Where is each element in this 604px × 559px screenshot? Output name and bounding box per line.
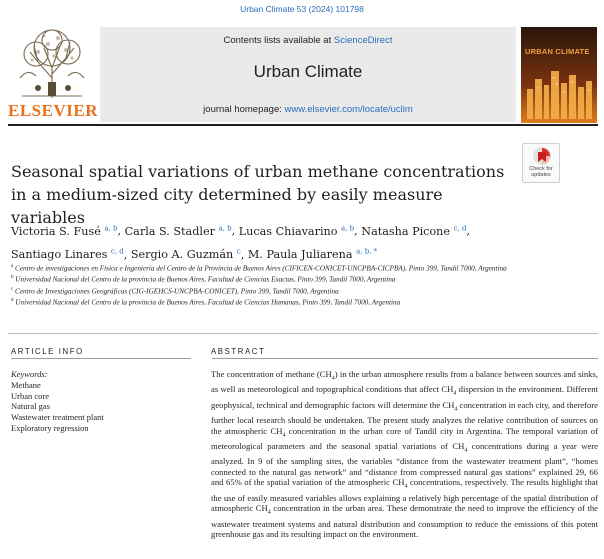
author[interactable]: Sergio A. Guzmán $^c$: [130, 247, 241, 262]
contents-prefix: Contents lists available at: [223, 35, 334, 46]
author-affiliation-marks[interactable]: c: [236, 247, 241, 256]
author-affiliation-marks[interactable]: c, d: [453, 224, 467, 232]
author[interactable]: M. Paula Juliarena $^{a, b, *}$: [247, 247, 378, 262]
author[interactable]: Natasha Picone $^{c, d}$: [361, 224, 467, 238]
author-affiliation-marks[interactable]: a, b: [341, 224, 355, 232]
affiliation-list: [11, 262, 601, 308]
article-info-heading: ARTICLE INFO: [11, 347, 84, 356]
author-affiliation-marks[interactable]: a, b, *: [356, 247, 378, 256]
keyword: Exploratory regression: [11, 422, 89, 433]
journal-cover[interactable]: [521, 27, 597, 123]
contents-line: [100, 35, 516, 46]
header-rule: [8, 124, 598, 126]
author-affiliation-marks[interactable]: a, b: [104, 224, 118, 232]
author[interactable]: Victoria S. Fusé $^{a, b}$: [11, 224, 118, 238]
article-title: Seasonal spatial variations of urban methane concentrations in a medium-sized city determined by easily measure variables: [11, 162, 505, 227]
keyword: Wastewater treatment plant: [11, 412, 104, 423]
keywords-label: Keywords:: [11, 369, 48, 379]
abstract-text: The concentration of methane $(CH_4)$ in the urban atmosphere results from a balance between sources and sinks, as well as meteorological and topographical conditions that affect $CH_4$ dispersion in the environment. Different geophysical, technical and demographic factors will determine the $CH_4$ concentration in each city, and therefore further local research should be undertaken. The present study analyzes the relative contribution of sources on the atmospheric $CH_4$ concentration in the urban core of Tandil city in Argentina. The temporal variation of meteorological parameters and the seasonal spatial variations of $CH_4$ concentrations during a year were analyzed. In 9 of the sampling sites, the variables “distance from the wastewater treatment plant”, “homes connected to the natural gas network” and “distance from compressed natural gas stations” explained 29, 66 and 65% of the spatial variation of the atmospheric $CH_4$ concentrations, respectively. The results highlight that the use of easily measured variables allows explaining a relatively high percentage of the spatial distribution of atmospheric $CH_4$ concentration in the urban area. These demonstrate the need to improve the efficiency of the wastewater treatment systems and natural distribution and consumption to reduce the emissions of this potent greenhouse gas and its resulting impact on the environment.: [211, 369, 599, 540]
author-affiliation-marks[interactable]: c, d: [110, 247, 124, 256]
keyword: Methane: [11, 380, 41, 390]
affiliation: $^b$ Universidad Nacional del Centro de la provincia de Buenos Aires, Facultad de Ciencias Exactas, Pinto 399, Tandil 7000, Argentina: [11, 275, 396, 284]
affiliation: $^d$ Universidad Nacional del Centro de la provincia de Buenos Aires, Facultad de Ciencias Humanas, Pinto 399, Tandil 7000, Argentina: [11, 298, 401, 307]
affiliation: $^c$ Centro de Investigaciones Geográficas (CIG-IGEHCS-UNCPBA-CONICET), Pinto 399, Tandil 7000, Argentina: [11, 286, 339, 296]
keyword: Urban core: [11, 390, 49, 401]
affiliation: $^a$ Centro de investigaciones en Física e Ingeniería del Centro de la Provincia de Buenos Aires (CIFICEN-CONICET-UNCPBA-CICPBA), Pinto 399, Tandil 7000, Argentina: [11, 264, 507, 273]
homepage-line: [100, 104, 516, 115]
abstract-rule: [212, 358, 598, 359]
cover-title: URBAN CLIMATE: [525, 47, 590, 56]
keyword-list: [11, 380, 201, 434]
keyword: Natural gas: [11, 401, 50, 412]
author-list: Victoria S. Fusé $^{a, b}$, Carla S. Stadler $^{a, b}$, Lucas Chiavarino $^{a, b}$, Natasha Picone $^{c, d}$, Santiago Linares $^{c, d}$, Sergio A. Guzmán $^c$, M. Paula Juliarena $^{a, b, *}$: [11, 224, 470, 262]
homepage-link[interactable]: www.elsevier.com/locate/uclim: [284, 104, 413, 115]
author-affiliation-marks[interactable]: a, b: [218, 224, 232, 232]
sciencedirect-link[interactable]: ScienceDirect: [333, 35, 393, 46]
article-info-rule: [11, 358, 191, 359]
journal-title: Urban Climate: [253, 62, 363, 81]
abstract-heading: ABSTRACT: [211, 347, 266, 356]
cover-art: [521, 27, 597, 123]
journal-citation[interactable]: Urban Climate 53 (2024) 101798: [240, 4, 364, 14]
publisher-wordmark[interactable]: ELSEVIER: [8, 101, 98, 120]
author[interactable]: Santiago Linares $^{c, d}$: [11, 247, 124, 262]
check-for-updates-label: Check for updates: [529, 166, 553, 178]
author[interactable]: Carla S. Stadler $^{a, b}$: [124, 224, 232, 238]
section-divider: [8, 333, 598, 334]
author[interactable]: Lucas Chiavarino $^{a, b}$: [238, 224, 355, 238]
homepage-prefix: journal homepage:: [203, 104, 285, 115]
